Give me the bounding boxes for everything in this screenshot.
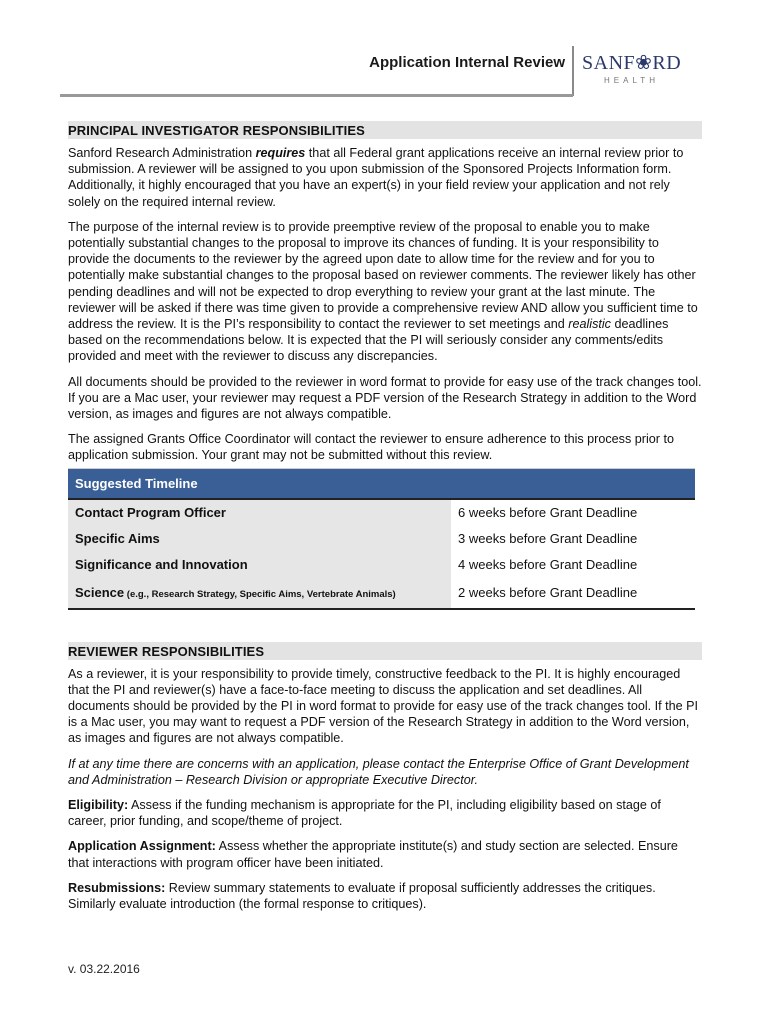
timeline-label: Contact Program Officer <box>68 499 451 526</box>
table-row <box>68 499 695 526</box>
contact-note: If at any time there are concerns with an application, please contact the Enterprise Office of Grant Development and Administration – Research Division or appropriate Executive Director. <box>68 756 689 787</box>
text-run: The purpose of the internal review is to provide preemptive review of the proposal to enable you to make potentially substantial changes to the proposal to improve its chances of funding. It is your responsibility to provide the documents to the reviewer by the agreed upon date to allow time for the review and for you to potentially make substantial changes to the proposal based on reviewer comments. The reviewer likely has other pending deadlines and will not be expected to drop everything to review your grant at the last minute. The reviewer will be asked if there was time given to provide a comprehensive review AND allow you sufficient time to address the review. It is the PI’s responsibility to contact the reviewer to set meetings and <box>68 219 698 332</box>
timeline-value: 4 weeks before Grant Deadline <box>451 552 695 578</box>
table-row <box>68 578 695 609</box>
logo-subtext: HEALTH <box>604 76 659 85</box>
logo-wordmark: SANF❀RD <box>582 52 682 74</box>
reviewer-responsibilities-heading: REVIEWER RESPONSIBILITIES <box>68 642 702 660</box>
timeline-label: Significance and Innovation <box>68 552 451 578</box>
timeline-value: 3 weeks before Grant Deadline <box>451 526 695 552</box>
text-run: deadlines based on the recommendations below. It is expected that the PI will seriously consider any comments/edits provided and meet with the reviewer to discuss any discrepancies. <box>68 317 669 364</box>
emphasis-realistic: realistic <box>568 317 611 332</box>
text-run: Review summary statements to evaluate if proposal sufficiently addresses the critiques. Similarly evaluate introduction (the formal response to critiques). <box>68 880 656 912</box>
paragraph: The assigned Grants Office Coordinator will contact the reviewer to ensure adherence to this process prior to application submission. Your grant may not be submitted without this review. <box>68 432 674 463</box>
emphasis-requires: requires <box>255 146 306 160</box>
timeline-value: 2 weeks before Grant Deadline <box>451 578 695 609</box>
text-run: that all Federal grant applications receive an internal review prior to submission. A reviewer will be assigned to you upon submission of the Sponsored Projects Information form. Additionally, it highly encouraged that you have an expert(s) in your field review your application and not rely solely on the required internal review. <box>68 146 684 209</box>
timeline-label: Specific Aims <box>68 526 451 552</box>
resubmissions-label: Resubmissions: <box>68 880 166 895</box>
paragraph <box>68 145 702 210</box>
text-run: Sanford Research Administration <box>68 146 256 160</box>
header-divider <box>572 46 574 96</box>
pi-responsibilities-heading: PRINCIPAL INVESTIGATOR RESPONSIBILITIES <box>68 121 702 139</box>
paragraph <box>68 838 702 870</box>
paragraph <box>68 797 702 829</box>
suggested-timeline-table <box>68 468 695 610</box>
table-row <box>68 526 695 552</box>
sanford-health-logo <box>582 52 692 92</box>
paragraph <box>68 880 702 912</box>
eligibility-label: Eligibility: <box>68 798 129 813</box>
text-run: Assess if the funding mechanism is appropriate for the PI, including eligibility based on stage of career, prior funding, and scope/theme of project. <box>68 798 661 829</box>
timeline-value: 6 weeks before Grant Deadline <box>451 499 695 526</box>
table-row <box>68 552 695 578</box>
timeline-label-note: (e.g., Research Strategy, Specific Aims, Vertebrate Animals) <box>124 589 396 601</box>
timeline-label: Science <box>75 585 125 601</box>
page-header <box>0 0 770 100</box>
document-body <box>68 121 702 921</box>
assignment-label: Application Assignment: <box>68 839 216 854</box>
text-run: Assess whether the appropriate institute(s) and study section are selected. Ensure that interactions with program officer have been initiated. <box>68 839 678 870</box>
timeline-heading: Suggested Timeline <box>68 468 695 499</box>
document-title: Application Internal Review <box>369 54 565 71</box>
paragraph: As a reviewer, it is your responsibility to provide timely, constructive feedback to the PI. It is highly encouraged that the PI and reviewer(s) have a face-to-face meeting to discuss the application and set deadlines. All documents should be provided by the PI in word format to provide for easy use of the track changes tool. If the PI is a Mac user, you may want to request a PDF version of the Research Strategy in addition to the Word version, as images and figures are not always compatible. <box>68 666 699 746</box>
paragraph: All documents should be provided to the reviewer in word format to provide for easy use of the track changes tool. If you are a Mac user, your reviewer may request a PDF version of the Research Strategy in addition to the Word version, as images and figures are not always compatible. <box>68 374 702 422</box>
header-rule <box>60 94 573 97</box>
paragraph <box>68 219 702 365</box>
version-footer: v. 03.22.2016 <box>68 962 140 976</box>
timeline-label-cell <box>68 578 451 609</box>
